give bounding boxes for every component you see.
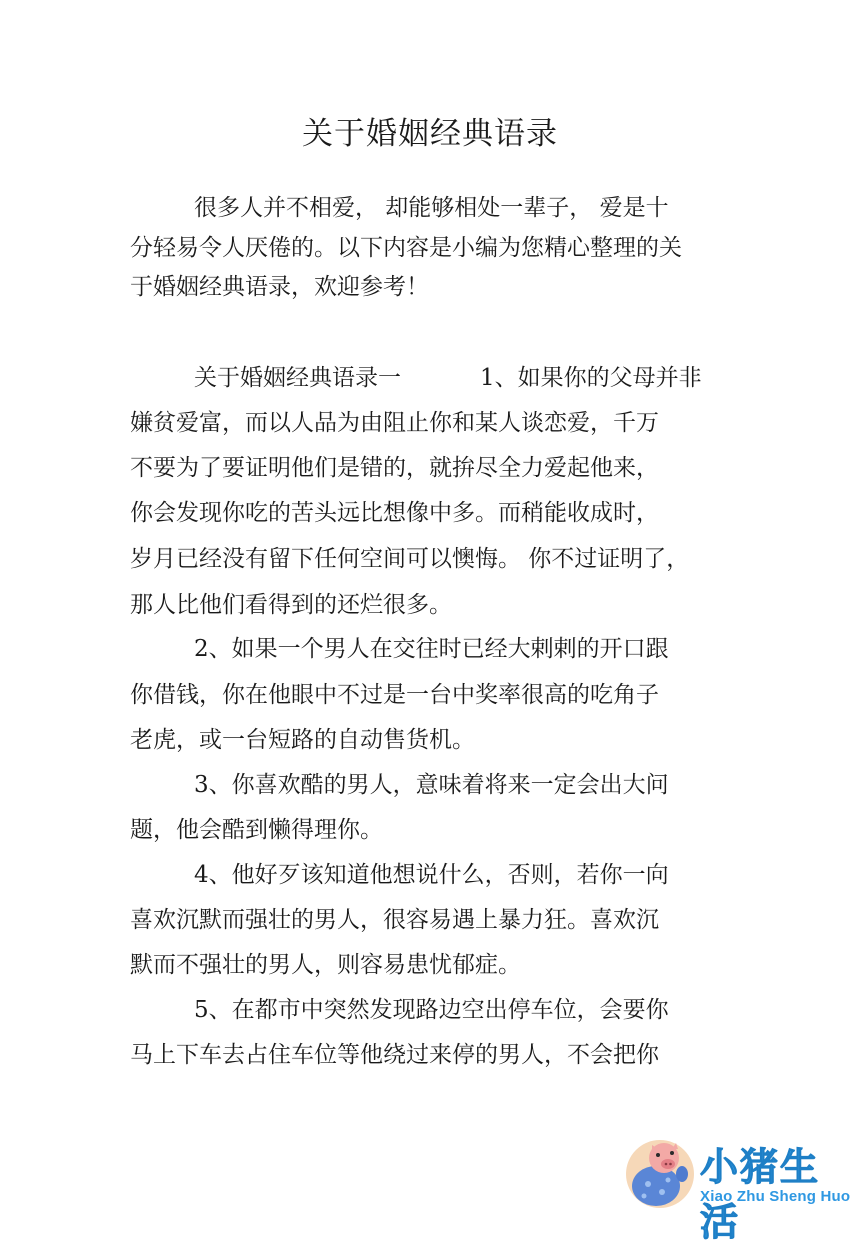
- item-1-line-5: 岁月已经没有留下任何空间可以懊悔。 你不过证明了，: [130, 546, 690, 572]
- item-1-line-2: 嫌贫爱富，而以人品为由阻止你和某人谈恋爱，千万: [130, 410, 659, 436]
- item-3-line-1: 3、你喜欢酷的男人，意味着将来一定会出大问: [194, 772, 669, 798]
- item-1-line-6: 那人比他们看得到的还烂很多。: [130, 592, 452, 618]
- intro-line-3: 于婚姻经典语录，欢迎参考！: [130, 274, 429, 300]
- item-4-line-1: 4、他好歹该知道他想说什么，否则，若你一向: [194, 862, 669, 888]
- item-5-line-1: 5、在都市中突然发现路边空出停车位，会要你: [194, 997, 669, 1023]
- brand-name-en: Xiao Zhu Sheng Huo: [700, 1188, 851, 1205]
- item-1-line-3: 不要为了要证明他们是错的，就拚尽全力爱起他来，: [130, 455, 659, 481]
- intro-line-2: 分轻易令人厌倦的。以下内容是小编为您精心整理的关: [130, 235, 682, 261]
- item-3-line-2: 题，他会酷到懒得理你。: [130, 817, 383, 843]
- item-5-line-2: 马上下车去占住车位等他绕过来停的男人，不会把你: [130, 1042, 659, 1068]
- page-title: 关于婚姻经典语录: [302, 116, 558, 152]
- watermark-logo: [622, 1134, 854, 1244]
- item-1-line-4: 你会发现你吃的苦头远比想像中多。而稍能收成时，: [130, 500, 659, 526]
- intro-line-1: 很多人并不相爱， 却能够相处一辈子， 爱是十: [194, 195, 669, 221]
- item-2-line-2: 你借钱，你在他眼中不过是一台中奖率很高的吃角子: [130, 682, 659, 708]
- item-1-line-1: 1、如果你的父母并非: [480, 365, 702, 391]
- item-4-line-2: 喜欢沉默而强壮的男人，很容易遇上暴力狂。喜欢沉: [130, 907, 659, 933]
- item-2-line-1: 2、如果一个男人在交往时已经大剌剌的开口跟: [194, 636, 669, 662]
- item-4-line-3: 默而不强壮的男人，则容易患忧郁症。: [130, 952, 521, 978]
- section-heading: 关于婚姻经典语录一: [194, 365, 401, 391]
- brand-name-cn: 小猪生活: [700, 1145, 821, 1244]
- item-2-line-3: 老虎，或一台短路的自动售货机。: [130, 727, 475, 753]
- pig-mascot-icon: [622, 1134, 698, 1210]
